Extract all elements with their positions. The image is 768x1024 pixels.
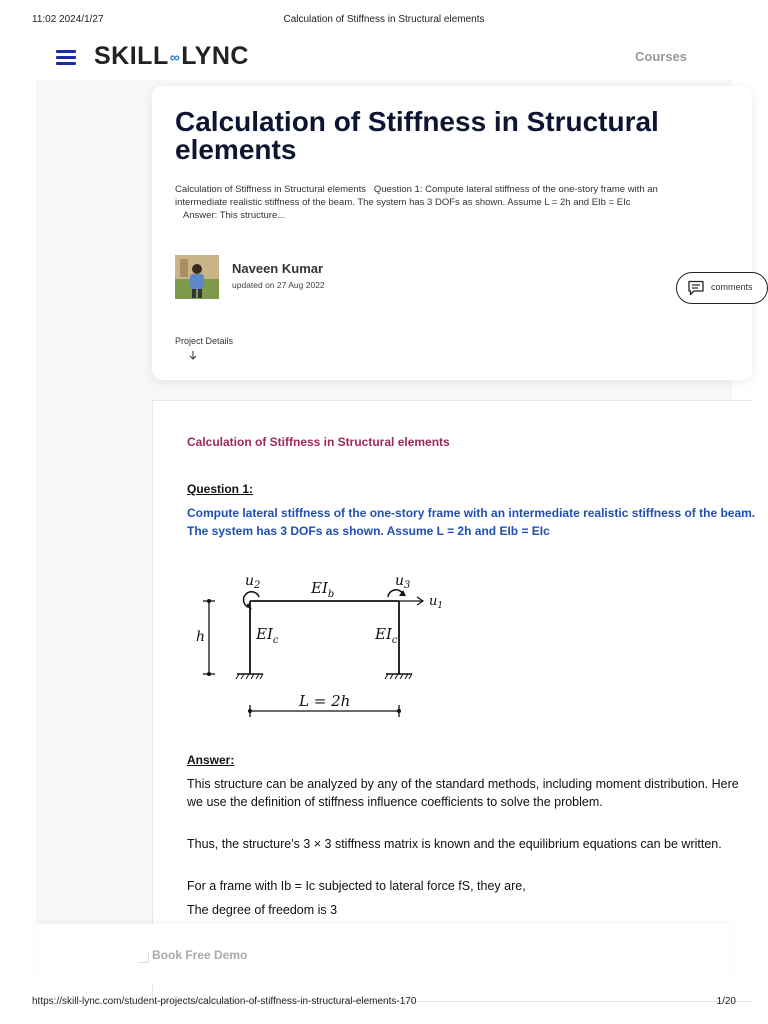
svg-text:u1: [429, 594, 443, 611]
logo-text-right: LYNC: [181, 42, 249, 70]
project-content: [152, 400, 756, 1002]
comment-icon: [687, 280, 705, 296]
svg-text:EIc: [255, 625, 279, 646]
u2-subscript: 2: [254, 580, 261, 591]
author-avatar[interactable]: [175, 255, 219, 299]
span-label: L = 2h: [299, 692, 351, 710]
answer-paragraph: For a frame with Ib = Ic subjected to lateral force fS, they are,: [187, 879, 526, 893]
frame-diagram: [196, 569, 481, 721]
skill-lync-logo[interactable]: [94, 42, 249, 71]
svg-text:EIc: [374, 625, 398, 646]
answer-label: Answer:: [187, 753, 235, 767]
hamburger-menu-icon[interactable]: [56, 50, 76, 64]
left-column-subscript: c: [272, 635, 279, 646]
project-header-card: [152, 86, 752, 380]
page-viewport: [36, 34, 756, 984]
print-timestamp: 11:02 2024/1/27: [32, 14, 104, 25]
comments-label: comments: [711, 282, 753, 292]
infinity-icon: ∞: [169, 49, 181, 66]
print-url: https://skill-lync.com/student-projects/calculation-of-stiffness-in-structural-elements-170: [32, 996, 417, 1007]
section-title: Calculation of Stiffness in Structural elements: [187, 435, 450, 449]
arrow-down-icon[interactable]: [188, 350, 198, 360]
answer-paragraph: The degree of freedom is 3: [187, 903, 338, 917]
updated-date: updated on 27 Aug 2022: [232, 280, 325, 290]
comments-button[interactable]: [676, 272, 768, 304]
book-free-demo-button[interactable]: Book Free Demo: [152, 948, 248, 962]
u3-subscript: 3: [404, 580, 411, 591]
u1-subscript: 1: [437, 601, 444, 611]
sticky-bottom-bar: [36, 924, 732, 984]
logo-text-left: SKILL: [94, 42, 169, 70]
print-page-number: 1/20: [716, 996, 736, 1007]
beam-label: EI: [311, 579, 328, 597]
u2-label: u: [245, 573, 255, 589]
answer-paragraph: Thus, the structure's 3 × 3 stiffness matrix is known and the equilibrium equations can be written.: [187, 837, 722, 851]
u3-label: u: [395, 573, 405, 589]
project-excerpt: Calculation of Stiffness in Structural elements Question 1: Compute lateral stiffness of the one-story frame with an intermediate realistic stiffness of the beam. The system has 3 DOFs as shown. Assume L = 2h and EIb = EIc Answer: This structure...: [175, 184, 658, 221]
height-label: h: [196, 629, 206, 645]
left-column-label: EI: [256, 625, 273, 643]
print-title: Calculation of Stiffness in Structural elements: [283, 14, 485, 25]
svg-text:EIb: [310, 579, 334, 600]
svg-text:u3: [395, 573, 410, 591]
project-details-toggle[interactable]: Project Details: [175, 336, 234, 346]
beam-subscript: b: [327, 589, 335, 600]
right-column-subscript: c: [391, 635, 398, 646]
answer-paragraph: This structure can be analyzed by any of the standard methods, including moment distribution. Here we use the definition of stiffness influence coefficients to solve the problem.: [187, 777, 739, 809]
page-title: Calculation of Stiffness in Structural elements: [175, 106, 659, 165]
question-text: Compute lateral stiffness of the one-story frame with an intermediate realistic stiffness of the beam. The system has 3 DOFs as shown. Assume L = 2h and EIb = EIc: [187, 506, 756, 538]
svg-text:u2: [245, 573, 260, 591]
right-column-label: EI: [375, 625, 392, 643]
u1-label: u: [429, 594, 438, 609]
author-name[interactable]: Naveen Kumar: [232, 261, 324, 276]
question-label: Question 1:: [187, 482, 254, 496]
nav-courses-link[interactable]: Courses: [635, 49, 688, 64]
top-navbar: [36, 34, 732, 80]
